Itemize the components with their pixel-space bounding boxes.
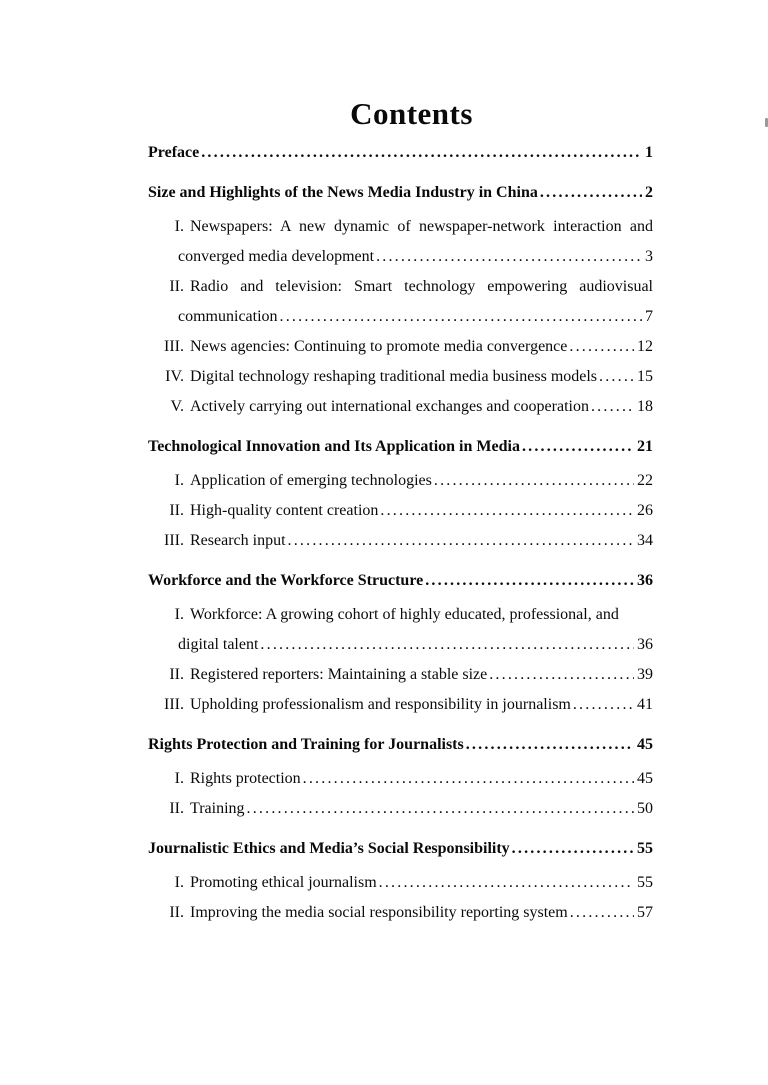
page-number: 45 — [637, 770, 653, 787]
toc-line — [148, 660, 653, 690]
dot-leader — [377, 868, 634, 898]
toc-entry — [148, 600, 653, 660]
dot-leader — [432, 466, 634, 496]
toc-line — [148, 332, 653, 362]
dot-leader — [510, 834, 634, 864]
toc-line — [148, 362, 653, 392]
entry-number: I. — [174, 218, 184, 235]
entry-title: Preface — [148, 144, 200, 161]
dot-leader — [245, 794, 634, 824]
page-number: 26 — [637, 502, 653, 519]
entry-title: Registered reporters: Maintaining a stable size — [190, 666, 488, 683]
entry-title: Technological Innovation and Its Application in Media — [148, 438, 520, 455]
dot-leader — [374, 242, 642, 272]
entry-title: Rights Protection and Training for Journalists — [148, 736, 464, 753]
entry-number: II. — [169, 904, 184, 921]
toc-line — [148, 566, 653, 596]
dot-leader — [568, 898, 634, 928]
toc-line — [148, 526, 653, 556]
entry-title: Workforce and the Workforce Structure — [148, 572, 424, 589]
entry-number: II. — [169, 278, 184, 295]
entry-number: I. — [174, 874, 184, 891]
toc-entry — [148, 690, 653, 720]
entry-title: Application of emerging technologies — [190, 472, 432, 489]
entry-title: News agencies: Continuing to promote media convergence — [190, 338, 568, 355]
entry-title: Size and Highlights of the News Media Industry in China — [148, 184, 538, 201]
toc-line — [148, 496, 653, 526]
toc-entry — [148, 432, 653, 462]
entry-number: III. — [164, 338, 184, 355]
dot-leader — [597, 362, 634, 392]
entry-number: I. — [174, 472, 184, 489]
dot-leader — [301, 764, 634, 794]
entry-title: Journalistic Ethics and Media’s Social Responsibility — [148, 840, 510, 857]
toc-line — [148, 834, 653, 864]
page-number: 57 — [637, 904, 653, 921]
page-number: 50 — [637, 800, 653, 817]
page-number: 21 — [637, 438, 653, 455]
toc-line — [148, 898, 653, 928]
toc-line — [148, 868, 653, 898]
toc-line — [148, 138, 653, 168]
toc-entry — [148, 466, 653, 496]
toc-entry — [148, 898, 653, 928]
toc-line — [148, 600, 653, 630]
toc-line — [148, 212, 653, 242]
toc-line — [148, 794, 653, 824]
dot-leader — [258, 630, 634, 660]
entry-title: Newspapers: A new dynamic of newspaper-network interaction and — [190, 218, 653, 235]
page-number: 15 — [637, 368, 653, 385]
toc-line — [148, 392, 653, 422]
page-number: 2 — [645, 184, 653, 201]
dot-leader — [538, 178, 642, 208]
table-of-contents — [148, 138, 653, 928]
toc-entry — [148, 566, 653, 596]
entry-title: Upholding professionalism and responsibility in journalism — [190, 696, 571, 713]
page-number: 7 — [645, 308, 653, 325]
toc-entry — [148, 868, 653, 898]
dot-leader — [199, 138, 642, 168]
entry-title: Actively carrying out international exchanges and cooperation — [190, 398, 589, 415]
dot-leader — [464, 730, 634, 760]
toc-line — [148, 272, 653, 302]
entry-number: I. — [174, 770, 184, 787]
page-number: 36 — [637, 636, 653, 653]
entry-title: Research input — [190, 532, 286, 549]
dot-leader — [378, 496, 634, 526]
entry-number: V. — [170, 398, 184, 415]
entry-number: III. — [164, 532, 184, 549]
toc-entry — [148, 764, 653, 794]
toc-entry — [148, 730, 653, 760]
entry-number: III. — [164, 696, 184, 713]
page-number: 55 — [637, 840, 653, 857]
entry-title: Workforce: A growing cohort of highly educated, professional, and — [190, 606, 619, 623]
toc-entry — [148, 660, 653, 690]
entry-title: communication — [178, 308, 278, 325]
entry-number: II. — [169, 502, 184, 519]
toc-entry — [148, 362, 653, 392]
toc-entry — [148, 794, 653, 824]
page-number: 34 — [637, 532, 653, 549]
toc-line — [148, 432, 653, 462]
dot-leader — [571, 690, 634, 720]
page-number: 41 — [637, 696, 653, 713]
entry-title: Improving the media social responsibility reporting system — [190, 904, 568, 921]
dot-leader — [520, 432, 634, 462]
toc-line — [148, 302, 653, 332]
page-number: 1 — [645, 144, 653, 161]
dot-leader — [567, 332, 634, 362]
toc-line — [148, 730, 653, 760]
toc-line — [148, 466, 653, 496]
entry-title: converged media development — [178, 248, 375, 265]
toc-line — [148, 690, 653, 720]
entry-title: digital talent — [178, 636, 259, 653]
toc-line — [148, 630, 653, 660]
toc-entry — [148, 178, 653, 208]
toc-line — [148, 242, 653, 272]
page-number: 55 — [637, 874, 653, 891]
dot-leader — [423, 566, 634, 596]
entry-title: Training — [190, 800, 245, 817]
document-page — [148, 93, 653, 928]
toc-line — [148, 764, 653, 794]
toc-entry — [148, 212, 653, 272]
toc-entry — [148, 392, 653, 422]
entry-title: Promoting ethical journalism — [190, 874, 377, 891]
toc-entry — [148, 834, 653, 864]
toc-entry — [148, 332, 653, 362]
toc-entry — [148, 138, 653, 168]
page-title: Contents — [350, 96, 473, 131]
toc-entry — [148, 496, 653, 526]
toc-line — [148, 178, 653, 208]
page-number: 39 — [637, 666, 653, 683]
entry-title: Rights protection — [190, 770, 301, 787]
entry-number: II. — [169, 800, 184, 817]
entry-title: Digital technology reshaping traditional media business models — [190, 368, 598, 385]
entry-number: II. — [169, 666, 184, 683]
dot-leader — [487, 660, 634, 690]
page-number: 45 — [637, 736, 653, 753]
entry-number: IV. — [165, 368, 184, 385]
page-number: 12 — [637, 338, 653, 355]
dot-leader — [589, 392, 634, 422]
entry-title: High-quality content creation — [190, 502, 379, 519]
dot-leader — [286, 526, 634, 556]
page-number: 22 — [637, 472, 653, 489]
entry-number: I. — [174, 606, 184, 623]
page-number: 36 — [637, 572, 653, 589]
dot-leader — [278, 302, 642, 332]
toc-entry — [148, 272, 653, 332]
entry-title: Radio and television: Smart technology empowering audiovisual — [190, 278, 653, 295]
toc-entry — [148, 526, 653, 556]
page-number: 3 — [645, 248, 653, 265]
page-number: 18 — [637, 398, 653, 415]
